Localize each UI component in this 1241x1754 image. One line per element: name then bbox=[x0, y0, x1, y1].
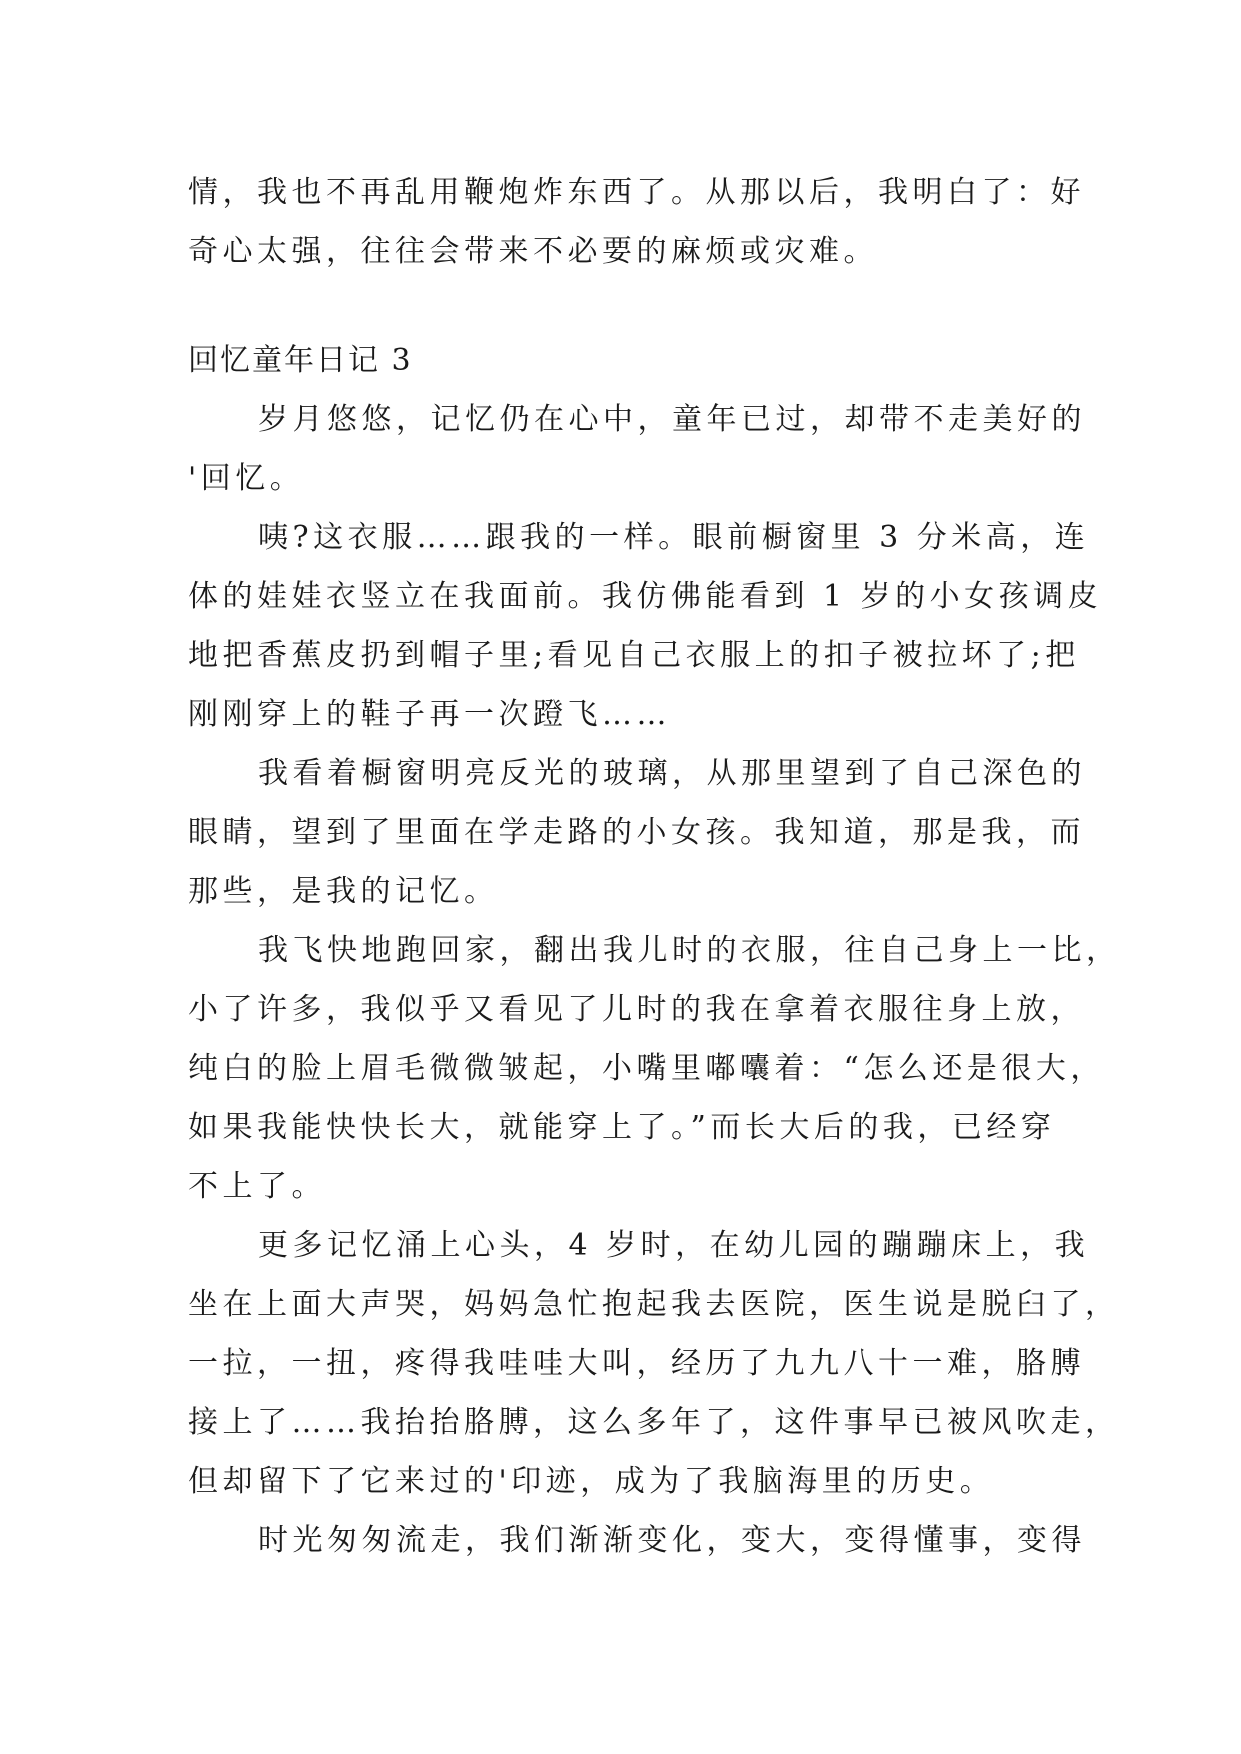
paragraph bbox=[188, 744, 1086, 921]
paragraph bbox=[188, 508, 1103, 744]
paragraph bbox=[188, 1511, 1086, 1570]
section-title: 回忆童年日记 3 bbox=[188, 343, 413, 378]
text-line: 那些，是我的记忆。 bbox=[188, 874, 499, 909]
text-line: 接上了……我抬抬胳膊，这么多年了，这件事早已被风吹走， bbox=[188, 1405, 1120, 1440]
text-line: 坐在上面大声哭，妈妈急忙抱起我去医院，医生说是脱臼了， bbox=[188, 1287, 1120, 1322]
text-line: 奇心太强，往往会带来不必要的麻烦或灾难。 bbox=[188, 234, 878, 269]
text-line: 如果我能快快长大，就能穿上了。”而长大后的我，已经穿 bbox=[188, 1110, 1056, 1145]
text-line: '回忆。 bbox=[188, 461, 305, 496]
text-line: 眼睛，望到了里面在学走路的小女孩。我知道，那是我，而 bbox=[188, 815, 1085, 850]
paragraph bbox=[188, 921, 1121, 1216]
text-line: 岁月悠悠，记忆仍在心中，童年已过，却带不走美好的 bbox=[258, 402, 1086, 437]
text-line: 体的娃娃衣竖立在我面前。我仿佛能看到 1 岁的小女孩调皮 bbox=[188, 579, 1103, 614]
text-line: 我飞快地跑回家，翻出我儿时的衣服，往自己身上一比， bbox=[258, 933, 1121, 968]
text-line: 刚刚穿上的鞋子再一次蹬飞…… bbox=[188, 697, 671, 732]
text-line: 情，我也不再乱用鞭炮炸东西了。从那以后，我明白了：好 bbox=[188, 175, 1085, 210]
text-line: 地把香蕉皮扔到帽子里;看见自己衣服上的扣子被拉坏了;把 bbox=[188, 638, 1080, 673]
document-body bbox=[188, 163, 1121, 1570]
text-line: 纯白的脸上眉毛微微皱起，小嘴里嘟囔着：“怎么还是很大， bbox=[188, 1051, 1105, 1086]
paragraph bbox=[188, 1216, 1120, 1511]
text-line: 但却留下了它来过的'印迹，成为了我脑海里的历史。 bbox=[188, 1464, 995, 1499]
previous-paragraph bbox=[188, 163, 1085, 281]
text-line: 更多记忆涌上心头，4 岁时，在幼儿园的蹦蹦床上，我 bbox=[258, 1228, 1090, 1263]
text-line: 一拉，一扭，疼得我哇哇大叫，经历了九九八十一难，胳膊 bbox=[188, 1346, 1085, 1381]
text-line: 时光匆匆流走，我们渐渐变化，变大，变得懂事，变得 bbox=[258, 1523, 1086, 1558]
text-line: 我看着橱窗明亮反光的玻璃，从那里望到了自己深色的 bbox=[258, 756, 1086, 791]
paragraph bbox=[188, 390, 1086, 508]
text-line: 小了许多，我似乎又看见了儿时的我在拿着衣服往身上放， bbox=[188, 992, 1085, 1027]
section-gap bbox=[188, 281, 1058, 331]
text-line: 咦?这衣服……跟我的一样。眼前橱窗里 3 分米高，连 bbox=[258, 520, 1090, 555]
text-line: 不上了。 bbox=[188, 1169, 326, 1204]
